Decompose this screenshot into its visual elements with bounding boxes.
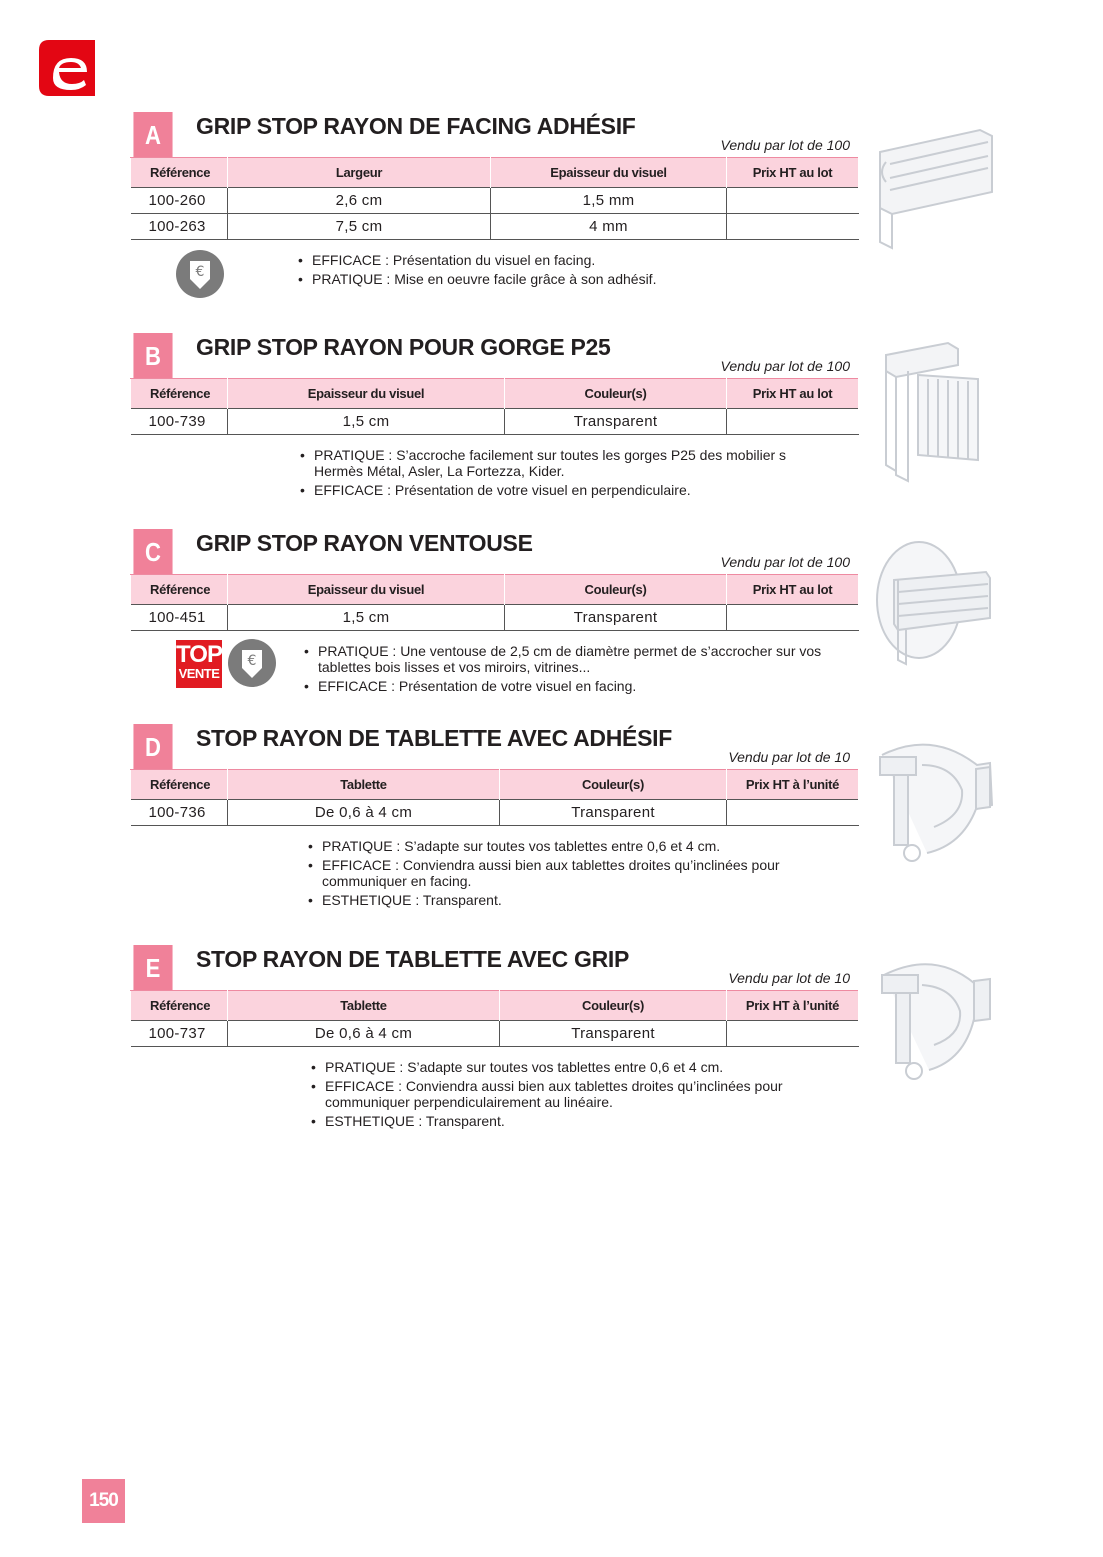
table-cell: 100-451 — [131, 605, 228, 631]
list-item: • EFFICACE : Présentation du visuel en facing. — [298, 252, 838, 268]
table-cell: 4 mm — [491, 214, 727, 240]
table-row — [131, 605, 859, 631]
table-cell: Transparent — [500, 800, 727, 826]
table-cell: 100-737 — [131, 1021, 228, 1047]
lot-info: Vendu par lot de 100 — [720, 137, 850, 153]
column-header: Référence — [131, 158, 228, 188]
list-item: • ESTHETIQUE : Transparent. — [311, 1113, 811, 1129]
column-header: Couleur(s) — [500, 991, 727, 1021]
table-row — [131, 1021, 859, 1047]
section-letter: D — [133, 724, 172, 770]
spec-table — [130, 574, 859, 631]
top-vente-line2: VENTE — [178, 666, 220, 681]
feature-list — [300, 447, 830, 501]
column-header: Prix HT au lot — [727, 575, 859, 605]
section-letter: B — [133, 333, 172, 379]
feature-list — [304, 643, 824, 697]
feature-list — [311, 1059, 811, 1132]
table-cell: Transparent — [505, 605, 727, 631]
table-row — [131, 214, 859, 240]
table-cell: 2,6 cm — [228, 188, 491, 214]
table-cell: 7,5 cm — [228, 214, 491, 240]
table-row — [131, 409, 859, 435]
euro-price-icon — [227, 638, 277, 688]
spec-table — [130, 157, 859, 240]
column-header: Référence — [131, 575, 228, 605]
column-header: Couleur(s) — [505, 575, 727, 605]
table-cell — [727, 409, 859, 435]
table-cell — [727, 605, 859, 631]
list-item: • PRATIQUE : Mise en oeuvre facile grâce à son adhésif. — [298, 271, 838, 287]
top-vente-line1: TOP — [176, 641, 222, 668]
list-item: • EFFICACE : Conviendra aussi bien aux tablettes droites qu’inclinées pour communiquer en facing. — [308, 857, 808, 889]
svg-text:€: € — [247, 653, 257, 669]
section-title: GRIP STOP RAYON VENTOUSE — [196, 530, 533, 556]
list-item: • ESTHETIQUE : Transparent. — [308, 892, 808, 908]
section-letter: E — [133, 945, 172, 991]
table-cell: De 0,6 à 4 cm — [228, 800, 500, 826]
table-header-row — [131, 991, 859, 1021]
table-cell: 1,5 mm — [491, 188, 727, 214]
table-header-row — [131, 575, 859, 605]
table-cell: Transparent — [500, 1021, 727, 1047]
product-image-c — [874, 540, 994, 670]
column-header: Epaisseur du visuel — [228, 575, 505, 605]
table-cell: 100-736 — [131, 800, 228, 826]
feature-list — [298, 252, 838, 290]
column-header: Référence — [131, 770, 228, 800]
table-cell — [727, 188, 859, 214]
list-item: • EFFICACE : Conviendra aussi bien aux tablettes droites qu’inclinées pour communiquer perpendiculairement au linéaire. — [311, 1078, 811, 1110]
column-header: Prix HT à l’unité — [727, 770, 859, 800]
column-header: Tablette — [228, 991, 500, 1021]
table-header-row — [131, 379, 859, 409]
table-cell: 100-260 — [131, 188, 228, 214]
lot-info: Vendu par lot de 100 — [720, 358, 850, 374]
table-cell — [727, 800, 859, 826]
table-row — [131, 800, 859, 826]
table-cell: 100-739 — [131, 409, 228, 435]
column-header: Epaisseur du visuel — [491, 158, 727, 188]
section-title: GRIP STOP RAYON POUR GORGE P25 — [196, 334, 611, 360]
svg-text:€: € — [195, 264, 205, 280]
table-cell: 1,5 cm — [228, 409, 505, 435]
section-title: STOP RAYON DE TABLETTE AVEC ADHÉSIF — [196, 725, 672, 751]
section-letter: C — [133, 529, 172, 575]
section-letter: A — [133, 112, 172, 158]
column-header: Largeur — [228, 158, 491, 188]
lot-info: Vendu par lot de 10 — [728, 970, 850, 986]
list-item: • PRATIQUE : S’adapte sur toutes vos tablettes entre 0,6 et 4 cm. — [311, 1059, 811, 1075]
table-header-row — [131, 770, 859, 800]
column-header: Prix HT à l’unité — [727, 991, 859, 1021]
column-header: Référence — [131, 379, 228, 409]
product-image-d — [872, 735, 1002, 865]
e-logo-icon — [39, 40, 95, 96]
product-image-b — [878, 335, 988, 485]
spec-table — [130, 990, 859, 1047]
product-image-a — [870, 122, 1000, 252]
table-cell — [727, 214, 859, 240]
list-item: • EFFICACE : Présentation de votre visuel en facing. — [304, 678, 824, 694]
table-row — [131, 188, 859, 214]
lot-info: Vendu par lot de 10 — [728, 749, 850, 765]
page-number: 150 — [82, 1479, 125, 1523]
table-cell: 1,5 cm — [228, 605, 505, 631]
column-header: Prix HT au lot — [727, 379, 859, 409]
table-cell — [727, 1021, 859, 1047]
section-title: STOP RAYON DE TABLETTE AVEC GRIP — [196, 946, 630, 972]
spec-table — [130, 378, 859, 435]
euro-price-icon — [175, 249, 225, 299]
list-item: • PRATIQUE : S’adapte sur toutes vos tablettes entre 0,6 et 4 cm. — [308, 838, 808, 854]
list-item: • PRATIQUE : S’accroche facilement sur toutes les gorges P25 des mobilier s Hermès Métal, Asler, La Fortezza, Kider. — [300, 447, 830, 479]
table-header-row — [131, 158, 859, 188]
column-header: Tablette — [228, 770, 500, 800]
table-cell: De 0,6 à 4 cm — [228, 1021, 500, 1047]
lot-info: Vendu par lot de 100 — [720, 554, 850, 570]
section-title: GRIP STOP RAYON DE FACING ADHÉSIF — [196, 113, 636, 139]
column-header: Couleur(s) — [505, 379, 727, 409]
list-item: • PRATIQUE : Une ventouse de 2,5 cm de diamètre permet de s’accrocher sur vos tablettes bois lisses et vos miroirs, vitrines... — [304, 643, 824, 675]
table-cell: Transparent — [505, 409, 727, 435]
column-header: Prix HT au lot — [727, 158, 859, 188]
feature-list — [308, 838, 808, 911]
list-item: • EFFICACE : Présentation de votre visuel en perpendiculaire. — [300, 482, 830, 498]
spec-table — [130, 769, 859, 826]
column-header: Couleur(s) — [500, 770, 727, 800]
column-header: Référence — [131, 991, 228, 1021]
product-image-e — [874, 955, 1004, 1085]
table-cell: 100-263 — [131, 214, 228, 240]
top-vente-badge — [176, 640, 222, 688]
column-header: Epaisseur du visuel — [228, 379, 505, 409]
